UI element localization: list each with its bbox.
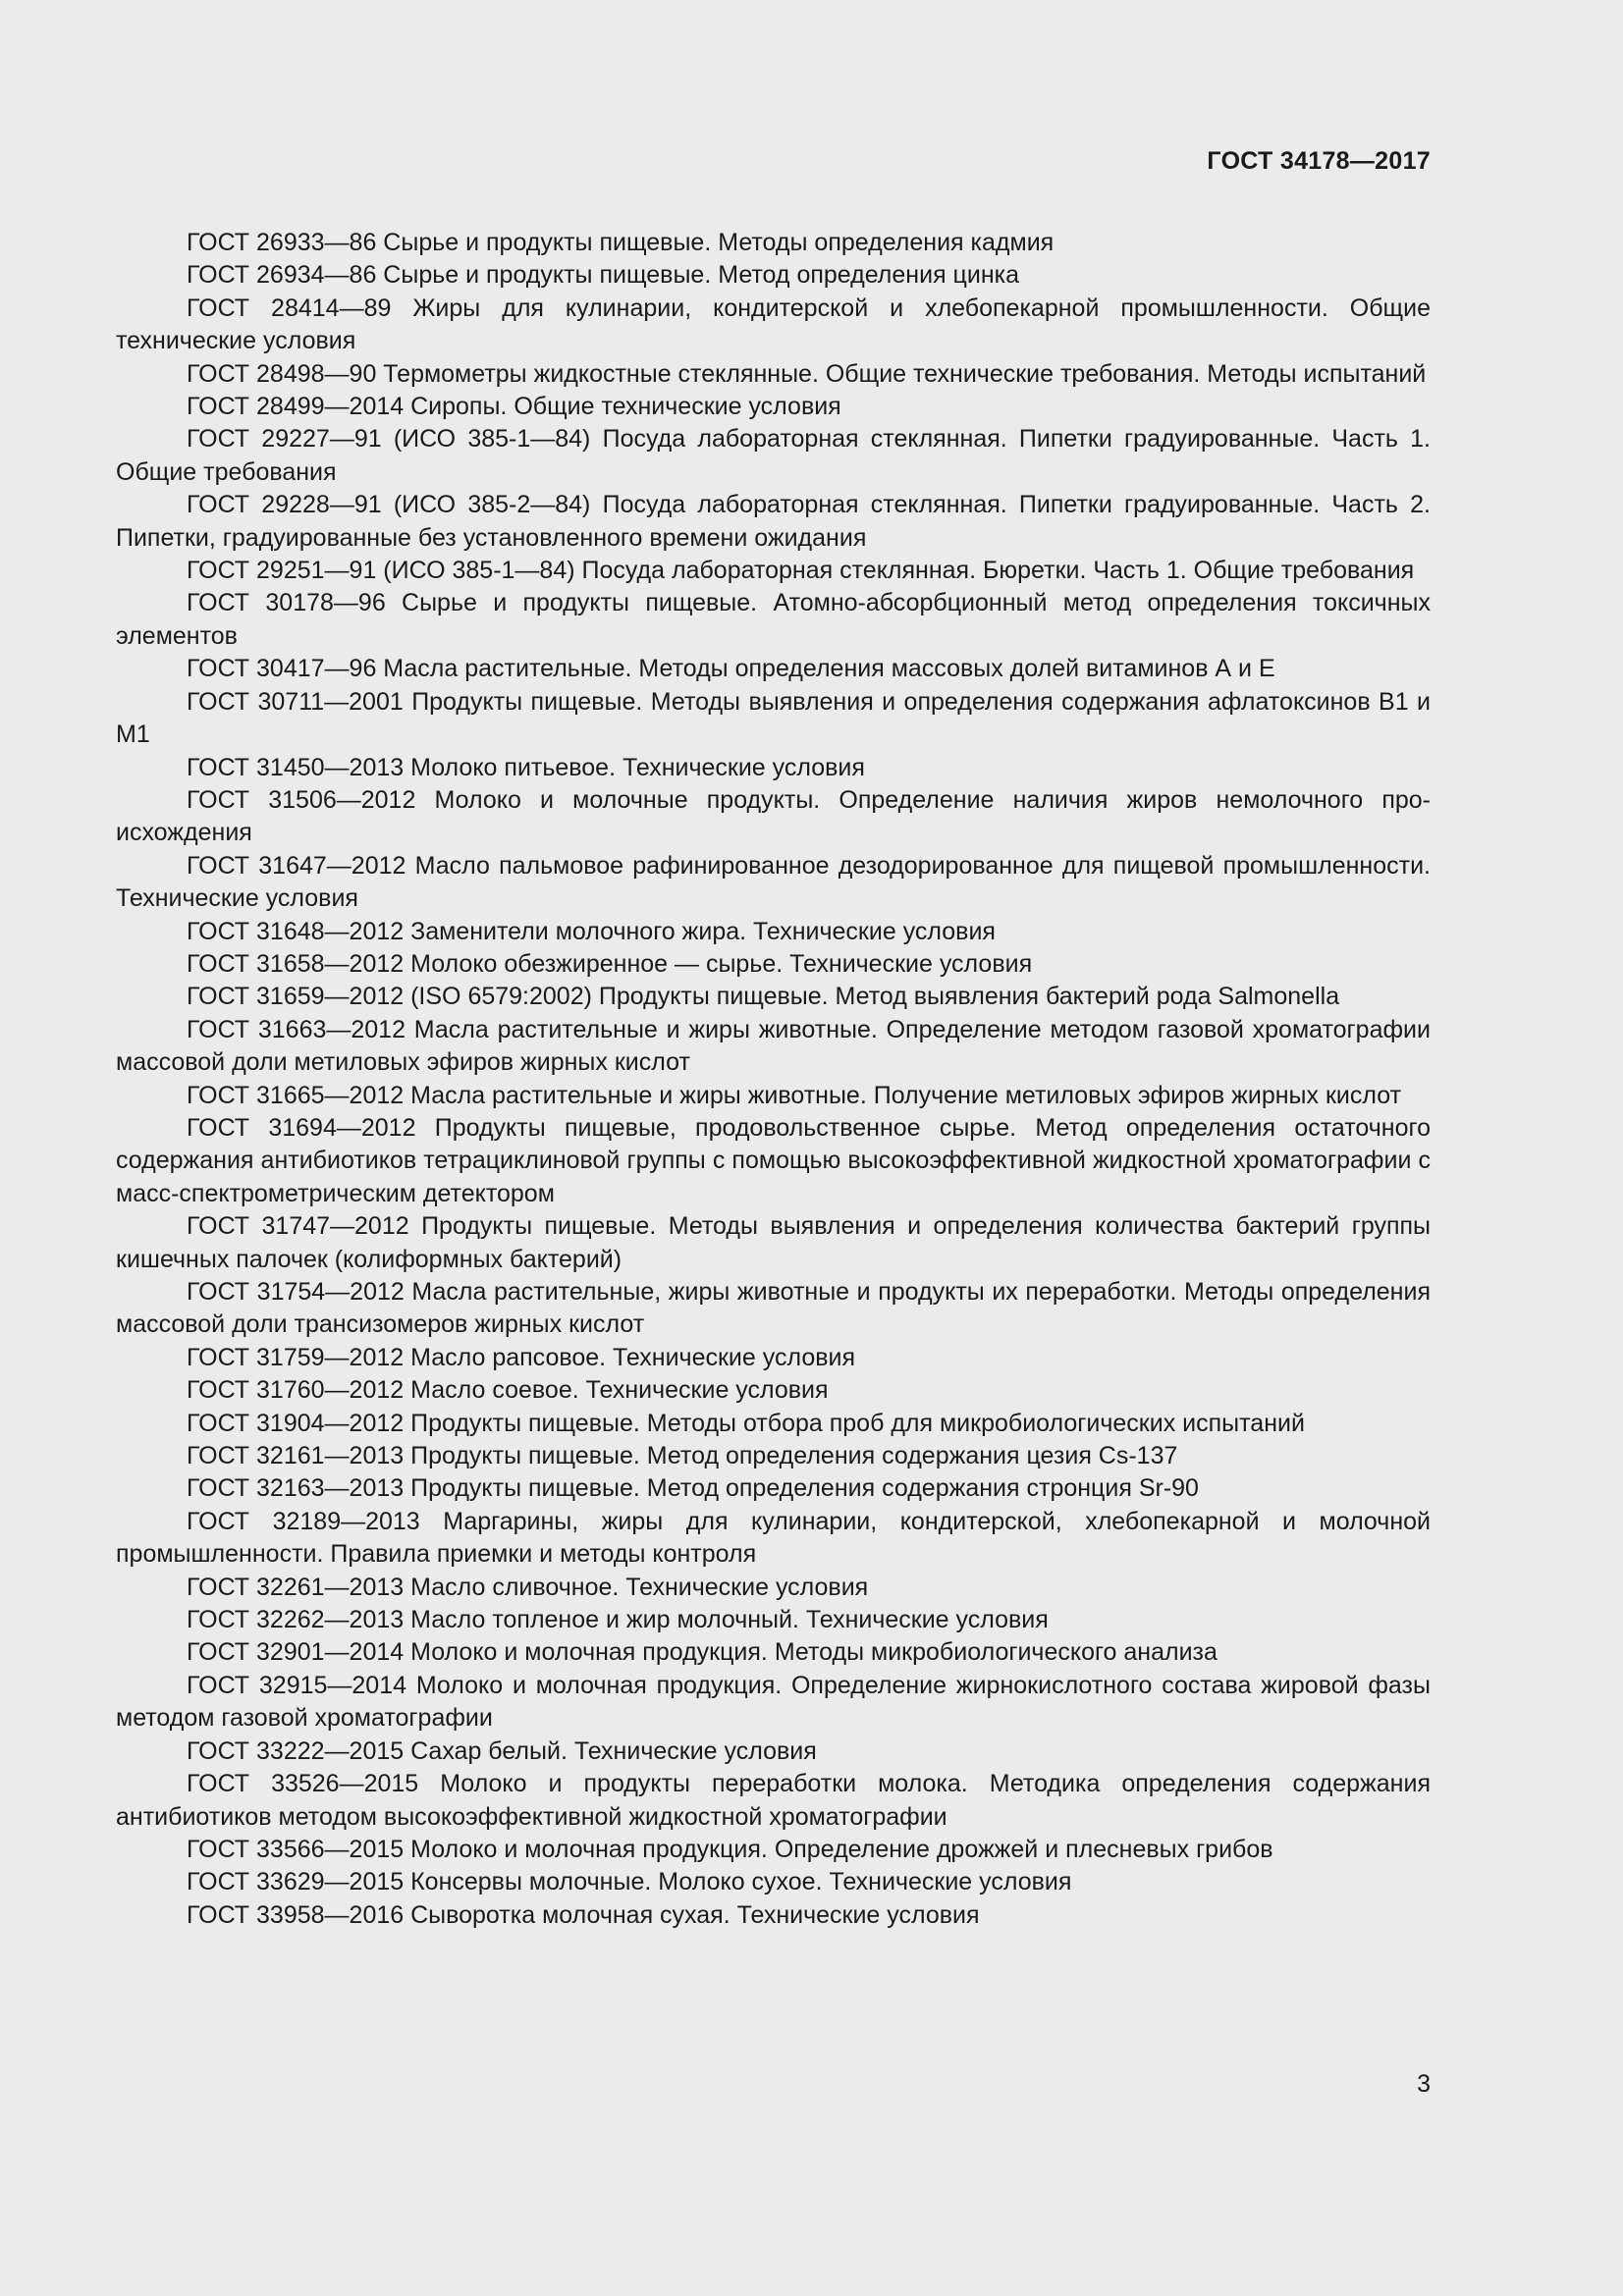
reference-entry: ГОСТ 31747—2012 Продукты пищевые. Методы выявления и определения количества бактерий группы кишечных палочек (колиформных бактерий) [116, 1212, 1431, 1273]
reference-entry: ГОСТ 31647—2012 Масло пальмовое рафинированное дезодорированное для пищевой промышленности. Технические условия [116, 851, 1431, 913]
reference-entry: ГОСТ 31754—2012 Масла растительные, жиры животные и продукты их переработки. Методы определения массовой доли трансизомеров жирных кислот [116, 1278, 1431, 1339]
reference-entry: ГОСТ 31506—2012 Молоко и молочные продукты. Определение наличия жиров немолочного происхождения [116, 785, 1431, 847]
reference-entry: ГОСТ 26933—86 Сырье и продукты пищевые. Методы определения кадмия [187, 229, 1055, 256]
reference-entry: ГОСТ 31694—2012 Продукты пищевые, продовольственное сырье. Метод определения остаточного содержания антибиотиков тетрациклиновой группы с помощью высокоэффективной жидкостной хроматографии с масс-спектрометрическим детектором [116, 1113, 1431, 1207]
reference-entry: ГОСТ 28499—2014 Сиропы. Общие технические условия [187, 393, 841, 421]
reference-entry: ГОСТ 32163—2013 Продукты пищевые. Метод определения содержания стронция Sr-90 [187, 1474, 1199, 1503]
reference-entry: ГОСТ 33566—2015 Молоко и молочная продукция. Определение дрожжей и плесневых грибов [187, 1835, 1273, 1863]
reference-entry: ГОСТ 26934—86 Сырье и продукты пищевые. Метод определения цинка [187, 261, 1020, 290]
reference-entry: ГОСТ 31450—2013 Молоко питьевое. Технические условия [187, 753, 865, 781]
reference-entry: ГОСТ 32901—2014 Молоко и молочная продукция. Методы микробиологического анализа [187, 1638, 1217, 1667]
reference-entry: ГОСТ 30178—96 Сырье и продукты пищевые. Атомно-абсорбционный метод определения токсичных элементов [116, 589, 1431, 650]
reference-entry: ГОСТ 29227—91 (ИСО 385-1—84) Посуда лабораторная стеклянная. Пипетки градуированные. Часть 1. Общие требования [116, 425, 1431, 486]
reference-entry: ГОСТ 31904—2012 Продукты пищевые. Методы отбора проб для микробиологических испытаний [187, 1409, 1305, 1437]
reference-entry: ГОСТ 33526—2015 Молоко и продукты переработки молока. Методика определения содержания антибиотиков методом высокоэффективной жидкостной хроматографии [116, 1770, 1431, 1831]
reference-entry: ГОСТ 31658—2012 Молоко обезжиренное — сырье. Технические условия [187, 949, 1033, 978]
reference-entry: ГОСТ 33222—2015 Сахар белый. Технические условия [187, 1736, 817, 1765]
reference-entry: ГОСТ 32915—2014 Молоко и молочная продукция. Определение жирнокислотного состава жировой фазы методом газовой хроматографии [116, 1671, 1431, 1733]
reference-entry: ГОСТ 33958—2016 Сыворотка молочная сухая. Технические условия [187, 1900, 980, 1929]
reference-entry: ГОСТ 31659—2012 (ISO 6579:2002) Продукты пищевые. Метод выявления бактерий рода Salmonella [187, 983, 1340, 1011]
reference-entry: ГОСТ 30711—2001 Продукты пищевые. Методы выявления и определения содержания афлатоксинов В1 и М1 [116, 687, 1431, 749]
reference-entry: ГОСТ 32262—2013 Масло топленое и жир молочный. Технические условия [187, 1606, 1049, 1634]
reference-entry: ГОСТ 32189—2013 Маргарины, жиры для кулинарии, кондитерской, хлебопекарной и молочной промышленности. Правила приемки и методы контроля [116, 1507, 1431, 1569]
reference-entry: ГОСТ 30417—96 Масла растительные. Методы определения массовых долей витаминов А и Е [187, 655, 1275, 683]
reference-entry: ГОСТ 32261—2013 Масло сливочное. Технические условия [187, 1573, 869, 1601]
reference-entry: ГОСТ 31663—2012 Масла растительные и жиры животные. Определение методом газовой хроматографии массовой доли метиловых эфиров жирных кислот [116, 1015, 1431, 1077]
reference-entry: ГОСТ 31759—2012 Масло рапсовое. Технические условия [187, 1343, 856, 1371]
reference-entry: ГОСТ 31648—2012 Заменители молочного жира. Технические условия [187, 917, 996, 945]
reference-entry: ГОСТ 29251—91 (ИСО 385-1—84) Посуда лабораторная стеклянная. Бюретки. Часть 1. Общие требования [187, 557, 1415, 585]
reference-entry: ГОСТ 29228—91 (ИСО 385-2—84) Посуда лабораторная стеклянная. Пипетки градуированные. Часть 2. Пипетки, градуированные без установленного времени ожидания [116, 491, 1431, 552]
reference-entry: ГОСТ 33629—2015 Консервы молочные. Молоко сухое. Технические условия [187, 1868, 1072, 1896]
reference-entry: ГОСТ 31665—2012 Масла растительные и жиры животные. Получение метиловых эфиров жирных кислот [187, 1081, 1402, 1109]
reference-entry: ГОСТ 31760—2012 Масло соевое. Технические условия [187, 1376, 829, 1405]
reference-entry: ГОСТ 28414—89 Жиры для кулинарии, кондитерской и хлебопекарной промышленности. Общие технические условия [116, 294, 1431, 355]
normative-references-list [116, 227, 1431, 1932]
document-id-header: ГОСТ 34178—2017 [1207, 147, 1431, 175]
reference-entry: ГОСТ 32161—2013 Продукты пищевые. Метод определения содержания цезия Cs-137 [187, 1442, 1178, 1470]
page-number: 3 [1417, 2070, 1431, 2098]
reference-entry: ГОСТ 28498—90 Термометры жидкостные стеклянные. Общие технические требования. Методы испытаний [187, 359, 1427, 388]
